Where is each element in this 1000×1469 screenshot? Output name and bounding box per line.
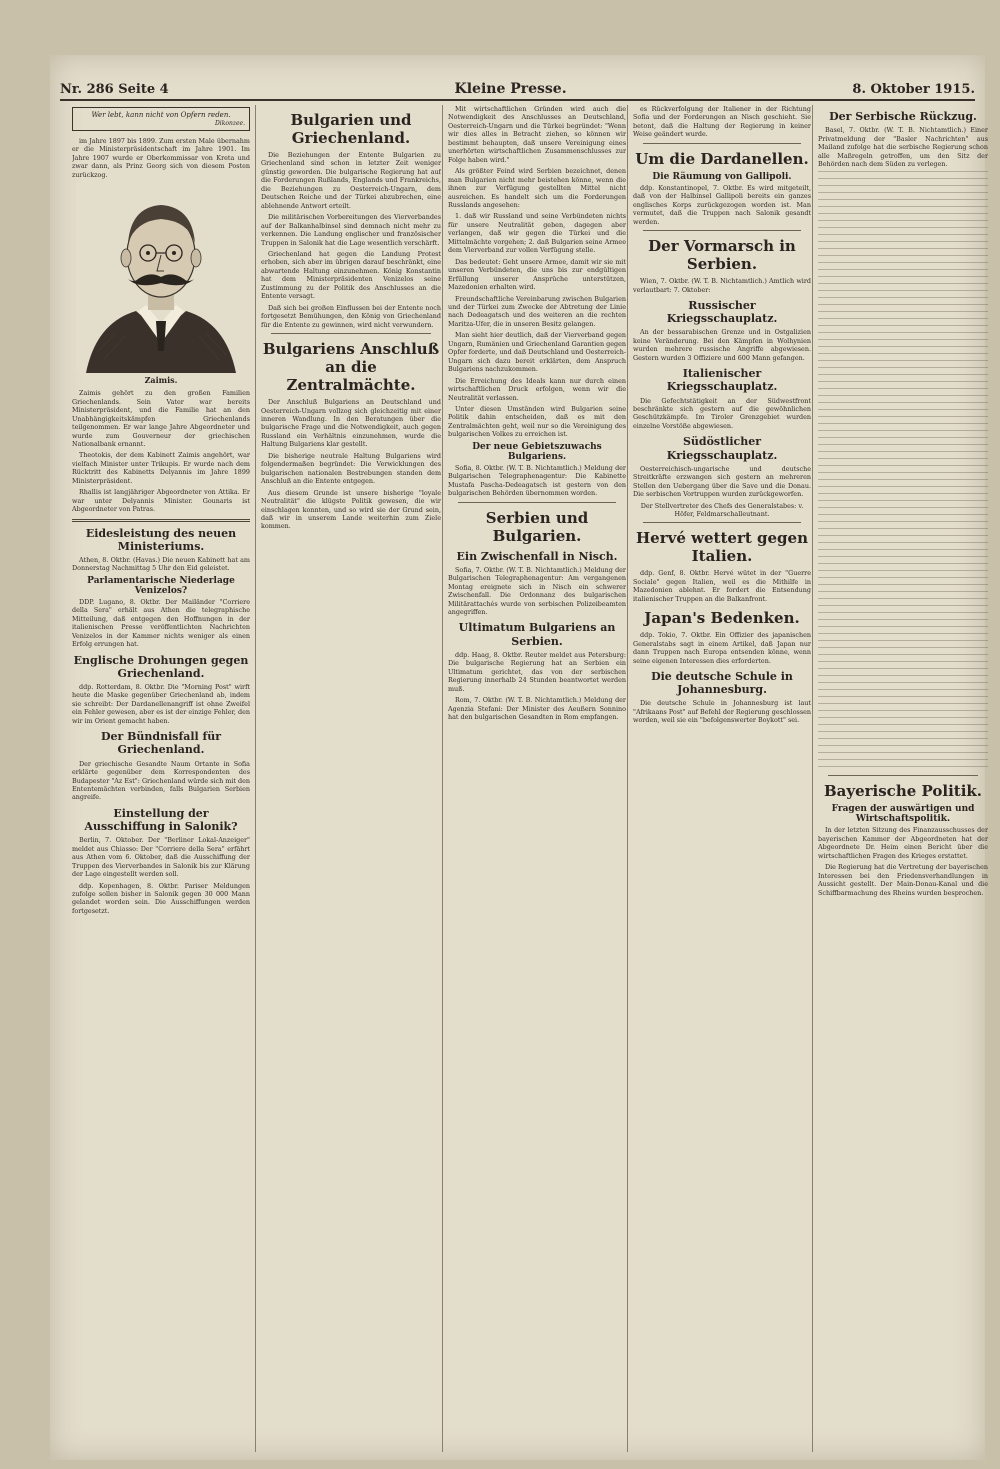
heading-gebietszuwachs: Der neue Gebietszuwachs Bulgariens. bbox=[472, 441, 602, 462]
col3-paragraph-4: Das bedeutet: Geht unsere Armee, damit wir sie mit unseren Verbündeten, die uns bis zur endgültigen Erfüllung unserer Ansprüche unterstützen, Mazedonien erhalten wird. bbox=[448, 257, 626, 292]
newspaper-title: Kleine Presse. bbox=[454, 81, 567, 97]
gebietszuwachs-text: Sofia, 8. Oktbr. (W. T. B. Nichtamtlich.) Meldung der Bulgarischen Telegraphenagentur: Die Kabinette Mustafa Pascha-Dedeagatsch ist gestern von den bulgarischen Behörden übernommen worden. bbox=[448, 463, 626, 498]
issue-number: Nr. 286 Seite 4 bbox=[60, 82, 169, 97]
column-4 bbox=[627, 105, 811, 1452]
divider bbox=[643, 143, 801, 144]
portrait-zaimis bbox=[76, 183, 246, 373]
heading-bayerische-politik: Bayerische Politik. bbox=[823, 782, 983, 801]
heading-japan: Japan's Bedenken. bbox=[644, 609, 800, 628]
heading-schule: Die deutsche Schule in Johannesburg. bbox=[651, 670, 793, 697]
heading-herve: Hervé wettert gegen Italien. bbox=[636, 529, 808, 566]
venizelos-text: DDP. Lugano, 8. Oktbr. Der Mailänder "Corriere della Sera" erhält aus Athen die telegraphische Mitteilung, daß entgegen den Hoffnungen in der italienischen Presse veröffentlichten Nachrichten Venizelos in der Kammer nichts weniger als einen Erfolg errungen hat. bbox=[72, 597, 250, 649]
heading-vormarsch: Der Vormarsch in Serbien. bbox=[648, 237, 796, 274]
col2-paragraph-2: Die militärischen Vorbereitungen des Vierverbandes auf der Balkanhalbinsel sind demnach nicht mehr zu verkennen. Die Landung englischer und französischer Truppen in Salonik hat die Lage wesentlich verschärft. bbox=[261, 213, 441, 247]
illegible-text-block bbox=[818, 171, 988, 771]
heading-bulgarien-griechenland: Bulgarien und Griechenland. bbox=[290, 111, 412, 147]
heading-salonik: Einstellung der Ausschiffung in Salonik? bbox=[84, 806, 238, 834]
quote-text: Wer lebt, kann nicht von Opfern reden. bbox=[91, 111, 231, 119]
generalstab-signature: Der Stellvertreter des Chefs des Generalstabes: v. Höfer, Feldmarschalleutnant. bbox=[640, 501, 804, 518]
heading-eidesleistung: Eidesleistung des neuen Ministeriums. bbox=[85, 526, 237, 553]
col2-paragraph-3: Griechenland hat gegen die Landung Protest erhoben, sich aber im übrigen darauf beschränkt, eine abwartende Haltung einzunehmen. König Konstantin hat dem Ministerpräsidenten Venizelos seine Zustimmung zu der Politik des Anschlusses an die Entente versagt. bbox=[261, 249, 441, 301]
heading-russisch: Russischer Kriegsschauplatz. bbox=[666, 298, 778, 326]
zwischenfall-text: Sofia, 7. Oktbr. (W. T. B. Nichtamtlich.) Meldung der Bulgarischen Telegraphenagentur: Am vergangenen Montag ereignete sich in Nisch ein schwerer Zwischenfall. Die Ordonnanz des bulgarischen Militärattachés wurde von serbischen Polizeibeamten angegriffen. bbox=[448, 565, 626, 617]
divider bbox=[643, 230, 801, 231]
column-2 bbox=[255, 105, 441, 1452]
col3-paragraph-2: Als größter Feind wird Serbien bezeichnet, denen man Bulgarien nicht mehr beistehen könne, wenn die ihnen zur Verfügung gestellten Mittel nicht ausreichen. Es handelt sich um die Forderungen Russlands angesehen: bbox=[448, 167, 626, 209]
masthead bbox=[60, 75, 975, 101]
heading-buendnisfall: Der Bündnisfall für Griechenland. bbox=[100, 730, 222, 757]
zaimis-paragraph: Zaimis gehört zu den großen Familien Griechenlands. Sein Vater war bereits Ministerpräsident, und die Familie hat an den Unabhängigkeitskämpfen Griechenlands teilgenommen. Er war lange Jahre Abgeordneter und wurde zum Gouverneur der griechischen Nationalbank ernannt. bbox=[72, 389, 250, 448]
heading-suedoestlich: Südöstlicher Kriegsschauplatz. bbox=[666, 435, 778, 462]
heading-venizelos: Parlamentarische Niederlage Venizelos? bbox=[87, 575, 235, 596]
heading-ultimatum: Ultimatum Bulgariens an Serbien. bbox=[458, 621, 616, 648]
divider bbox=[458, 502, 616, 503]
col3-paragraph-6: Man sieht hier deutlich, daß der Vierverband gegen Ungarn, Rumänien und Griechenland Garantien gegen Opfer forderte, und daß Deutschland und Oesterreich-Ungarn sich dazu bereit erklärten, dem Anspruch Bulgariens nachzukommen. bbox=[448, 331, 626, 374]
heading-zwischenfall: Ein Zwischenfall in Nisch. bbox=[456, 549, 618, 563]
buendnisfall-text: Der griechische Gesandte Naum Ortante in Sofia erklärte gegenüber dem Korrespondenten des Budapester "Az Est": Griechenland würde sich mit den Ententemächten verbinden, falls Bulgarien Serbien angreife. bbox=[72, 759, 250, 802]
salonik-text-2: ddp. Kopenhagen, 8. Oktbr. Pariser Meldungen zufolge sollen bisher in Salonik gegen 30 000 Mann gelandet worden sein. Die Ausschiffungen werden fortgesetzt. bbox=[72, 881, 250, 915]
quote-box bbox=[72, 107, 250, 131]
heading-italienisch: Italienischer Kriegsschauplatz. bbox=[666, 367, 778, 394]
col3-paragraph-5: Freundschaftliche Vereinbarung zwischen Bulgarien und der Türkei zum Zwecke der Abtretung der Linie nach Dedeagatsch und des weiteren an die rechten Maritza-Ufer, die in unseren Besitz gelangen. bbox=[448, 294, 626, 328]
schule-text: Die deutsche Schule in Johannesburg ist laut "Afrikaans Post" auf Befehl der Regierung geschlossen worden, weil sie ein "befolgenswerter Boykott" sei. bbox=[633, 699, 811, 725]
heading-serbien-bulgarien: Serbien und Bulgarien. bbox=[485, 508, 589, 545]
heading-anschluss: Bulgariens Anschluß an die Zentralmächte. bbox=[262, 340, 440, 395]
bayern-text-1: In der letzten Sitzung des Finanzausschusses der bayerischen Kammer der Abgeordneten hat der Abgeordnete Dr. Heim einen Bericht über die wirtschaftlichen Fragen des Krieges erstattet. bbox=[818, 826, 988, 860]
divider bbox=[72, 519, 250, 522]
theotokis-paragraph: Theotokis, der dem Kabinett Zaimis angehört, war vielfach Minister unter Trikupis. Er wurde nach dem Rücktritt des Kabinetts Delyannis im Jahre 1899 Ministerpräsident. bbox=[72, 451, 250, 485]
vormarsch-intro: Wien, 7. Oktbr. (W. T. B. Nichtamtlich.) Amtlich wird verlautbart: 7. Oktober: bbox=[633, 277, 811, 294]
herve-text: ddp. Genf, 8. Oktbr. Hervé wütet in der "Guerre Sociale" gegen Italien, weil es die Mithilfe in Mazedonien ablehnt. Er fordert die Entsendung italienischer Truppen an die Balkanfront. bbox=[633, 569, 811, 603]
col3-paragraph-3: 1. daß wir Russland und seine Verbündeten nichts für unsere Neutralität geben, dagegen aber verlangen, daß wir gegen die Türkei und die Mittelmächte vorgehen; 2. daß Bulgarien seine Armee dem Vierverband zur vollen Verfügung stelle. bbox=[448, 212, 626, 255]
divider bbox=[828, 775, 978, 776]
russisch-text: An der bessarabischen Grenze und in Ostgalizien keine Veränderung. Bei den Kämpfen in Wolhynien wurden mehrere russische Angriffe abgewiesen. Gestern wurden 3 Offiziere und 600 Mann gefangen. bbox=[633, 328, 811, 362]
ultimatum-text: ddp. Haag, 8. Oktbr. Reuter meldet aus Petersburg: Die bulgarische Regierung hat an Serbien ein Ultimatum gerichtet, das von der serbischen Regierung innerhalb 24 Stunden beantwortet werden muß. bbox=[448, 650, 626, 693]
rhallis-paragraph: Rhallis ist langjähriger Abgeordneter von Attika. Er war unter Delyannis Minister. Gounaris ist Abgeordneter von Patras. bbox=[72, 488, 250, 514]
italienisch-text: Die Gefechtstätigkeit an der Südwestfront beschränkte sich gestern auf die gewöhnlichen Geschützkämpfe. Im Tiroler Grenzgebiet wurden einzelne Vorstöße abgewiesen. bbox=[633, 396, 811, 430]
quote-author: Dikonzee. bbox=[214, 120, 245, 127]
japan-text: ddp. Tokio, 7. Oktbr. Ein Offizier des japanischen Generalstabs sagt in einem Artikel, daß Japan nur dann Truppen nach Europa entsenden könne, wenn seine eigenen Interessen dies erforderten. bbox=[633, 631, 811, 665]
drohungen-text: ddp. Rotterdam, 8. Oktbr. Die "Morning Post" wirft heute die Maske gegenüber Griechenland ab, indem sie schreibt: Der Dardanellenangriff ist ohne Zweifel ein Fehler gewesen, aber es ist der einzige Fehler, den wir im Orient gemacht haben. bbox=[72, 682, 250, 725]
eidesleistung-text: Athen, 8. Oktbr. (Havas.) Die neuen Kabinett hat am Donnerstag Nachmittag 5 Uhr den Eid geleistet. bbox=[72, 555, 250, 573]
bayern-text-2: Die Regierung hat die Vertretung der bayerischen Interessen bei den Friedensverhandlungen in Aussicht gestellt. Der Main-Donau-Kanal und die Schiffbarmachung des Rheins wurden besprochen. bbox=[818, 863, 988, 897]
rueckzug-text: Basel, 7. Oktbr. (W. T. B. Nichtamtlich.) Einer Privatmeldung der "Basler Nachrichten" aus Mailand zufolge hat die serbische Regierung schon alle Maßregeln getroffen, um den Sitz der Behörden nach dem Süden zu verlegen. bbox=[818, 126, 988, 168]
issue-date: 8. Oktober 1915. bbox=[852, 82, 975, 97]
column-5 bbox=[812, 105, 988, 1452]
heading-dardanellen: Um die Dardanellen. bbox=[635, 149, 809, 168]
col3-paragraph-1: Mit wirtschaftlichen Gründen wird auch die Notwendigkeit des Anschlusses an Deutschland, Oesterreich-Ungarn und die Türkei begründet: "Wenn wir dies alles in Betracht ziehen, so können wir bestimmt behaupten, daß unsere Vereinigung eines unerhörten wirtschaftlichen Zusammenschlusses zur Folge haben wird." bbox=[448, 105, 626, 164]
col2-paragraph-7: Aus diesem Grunde ist unsere bisherige "loyale Neutralität" die klügste Politik gewesen, die wir einschlagen konnten, und so wird sie der Grund sein, daß wir in unserem Lande weiterhin zum Ziele kommen. bbox=[261, 488, 441, 531]
newspaper-page bbox=[50, 55, 988, 1460]
intro-paragraph: im Jahre 1897 bis 1899. Zum ersten Male übernahm er die Ministerpräsidentschaft im Jahre 1901. Im Jahre 1907 wurde er Oberkommissar von Kreta und zwar dann, als Prinz Georg sich von diesem Posten zurückzog. bbox=[72, 137, 250, 179]
col2-paragraph-1: Die Beziehungen der Entente Bulgarien zu Griechenland sind schon in letzter Zeit weniger günstig geworden. Die bulgarische Regierung hat auf die Forderungen Rußlands, Englands und Frankreichs, die Beziehungen zu Oesterreich-Ungarn, dem Deutschen Reiche und der Türkei abzubrechen, eine ablehnende Antwort erteilt. bbox=[261, 151, 441, 210]
salonik-text: Berlin, 7. Oktober. Der "Berliner Lokal-Anzeiger" meldet aus Chiasso: Der "Corriere della Sera" erfährt aus Athen vom 6. Oktober, daß die Ausschiffung der Truppen des Vierverbandes in Salonik bis zur Klärung der Lage eingestellt werden soll. bbox=[72, 836, 250, 879]
heading-drohungen: Englische Drohungen gegen Griechenland. bbox=[73, 653, 249, 680]
rom-text: Rom, 7. Oktbr. (W. T. B. Nichtamtlich.) Meldung der Agenzia Stefani: Der Minister des Aeußern Sonnino hat den bulgarischen Gesandten in Rom empfangen. bbox=[448, 696, 626, 722]
col2-paragraph-4: Daß sich bei großen Einflussen bei der Entente noch fortgesetzt Bemühungen, den König von Griechenland für die Entente zu gewinnen, wird nicht verwundern. bbox=[261, 303, 441, 329]
column-1 bbox=[72, 105, 250, 1452]
heading-bayern-sub: Fragen der auswärtigen und Wirtschaftspolitik. bbox=[831, 804, 975, 825]
dardanellen-text: ddp. Konstantinopel, 7. Oktbr. Es wird mitgeteilt, daß von der Halbinsel Gallipoli bereits ein ganzes englisches Korps zurückgezogen worden ist. Man vermutet, daß die Truppen nach Salonik gesandt werden. bbox=[633, 183, 811, 226]
portrait-caption: Zaimis. bbox=[144, 375, 178, 386]
heading-rueckzug: Der Serbische Rückzug. bbox=[829, 110, 977, 123]
col4-paragraph-1: es Rückverfolgung der Italiener in der Richtung Sofia und der Forderungen an Nisch geschieht. Sie betont, daß die Haltung der Regierung in keiner Weise geändert wurde. bbox=[633, 105, 811, 139]
divider bbox=[271, 333, 431, 334]
heading-gallipoli: Die Räumung von Gallipoli. bbox=[652, 171, 792, 182]
col3-paragraph-7: Die Erreichung des Ideals kann nur durch einen wirtschaftlichen Druck erfolgen, wenn wir die Neutralität verlassen. bbox=[448, 376, 626, 402]
suedoestlich-text: Oesterreichisch-ungarische und deutsche Streitkräfte erzwangen sich gestern an mehreren Stellen den Uebergang über die Save und die Donau. Die serbischen Vortruppen wurden zurückgeworfen. bbox=[633, 464, 811, 499]
col2-paragraph-6: Die bisherige neutrale Haltung Bulgariens wird folgendermaßen begründet: Die Verwicklungen des bulgarischen nationalen Bestrebungen standen dem Anschluß an die Entente entgegen. bbox=[261, 451, 441, 486]
divider bbox=[643, 522, 801, 523]
col3-paragraph-8: Unter diesen Umständen wird Bulgarien seine Politik dahin entscheiden, daß es mit den Zentralmächten geht, weil nur so die Vereinigung des bulgarischen Volkes zu erreichen ist. bbox=[448, 404, 626, 439]
column-3 bbox=[442, 105, 626, 1452]
col2-paragraph-5: Der Anschluß Bulgariens an Deutschland und Oesterreich-Ungarn vollzog sich gleichzeitig mit einer inneren Wandlung. In den Beratungen über die bulgarische Frage und die Notwendigkeit, auch gegen Russland ein Verhältnis einzunehmen, wurde die Haltung Bulgariens klar gestellt. bbox=[261, 398, 441, 449]
